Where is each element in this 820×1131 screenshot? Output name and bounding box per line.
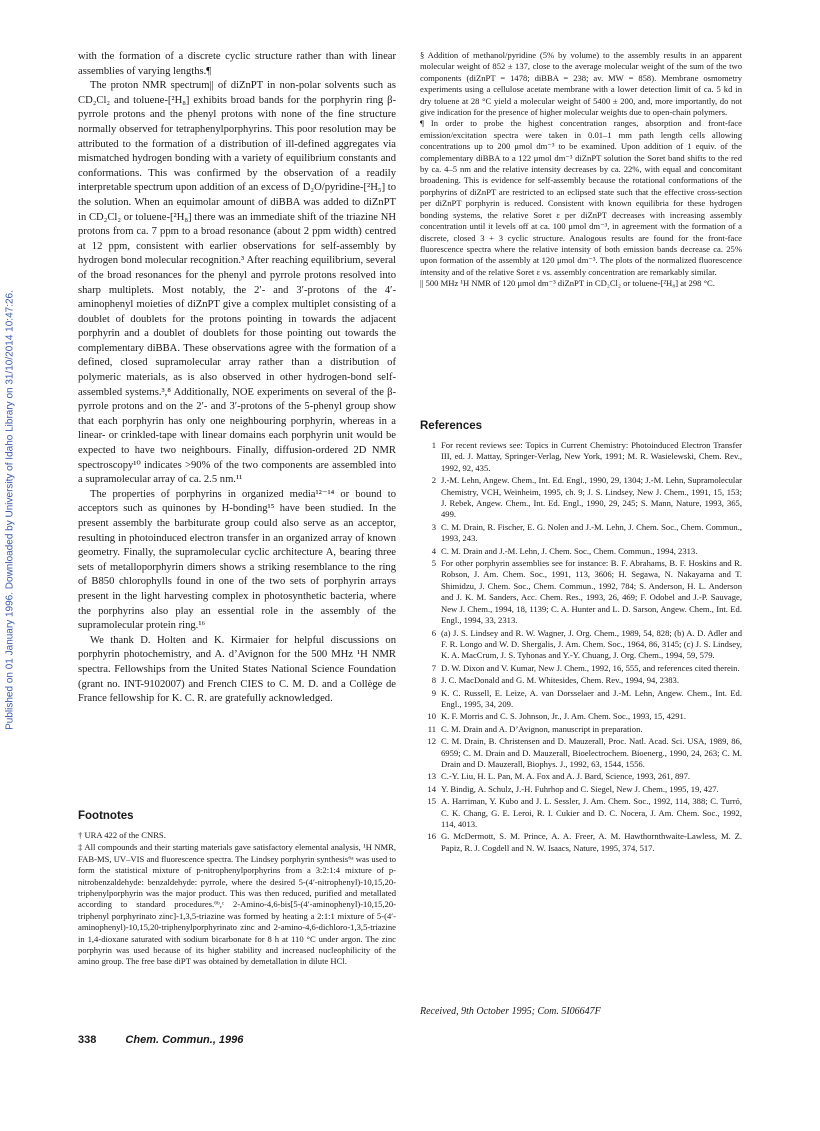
reference-item	[420, 522, 742, 545]
reference-text: C. M. Drain, B. Christensen and D. Mauzerall, Proc. Natl. Acad. Sci. USA, 1989, 86, 6959; C. M. Drain and D. Mauzerall, Bioelectrochem. Bioenerg., 1990, 24, 263; C. M. Drain and D. Mauzerall, Biophys. J., 1992, 63, 1544, 1556.	[441, 736, 742, 769]
reference-number: 2	[431, 475, 436, 486]
reference-text: J.-M. Lehn, Angew. Chem., Int. Ed. Engl., 1990, 29, 1304; J.-M. Lehn, Supramolecular Chemistry, VCH, Weinheim, 1995, ch. 9; J. S. Lindsey, New J. Chem., 1991, 15, 153; J. Rebek, Angew. Chem., Int. Ed. Engl., 1990, 29, 245; S. Mann, Nature, 1993, 365, 499.	[441, 475, 742, 520]
reference-text: J. C. MacDonald and G. M. Whitesides, Chem. Rev., 1994, 94, 2383.	[441, 675, 679, 686]
reference-number: 3	[431, 521, 436, 532]
reference-number: 15	[427, 796, 436, 807]
reference-text: D. W. Dixon and V. Kumar, New J. Chem., 1992, 16, 555, and references cited therein.	[441, 662, 740, 673]
right-column	[420, 50, 742, 290]
reference-item	[420, 440, 742, 474]
reference-text: C.-Y. Liu, H. L. Pan, M. A. Fox and A. J. Bard, Science, 1993, 261, 897.	[441, 771, 691, 782]
reference-item	[420, 546, 742, 557]
reference-item	[420, 475, 742, 521]
reference-item	[420, 736, 742, 770]
reference-number: 4	[431, 545, 436, 556]
reference-item	[420, 663, 742, 674]
reference-text: C. M. Drain and A. D’Avignon, manuscript in preparation.	[441, 723, 643, 734]
reference-number: 10	[427, 711, 436, 722]
body-paragraph: The properties of porphyrins in organized media¹²⁻¹⁴ or bound to acceptors such as quinones by H-bonding¹⁵ have been studied. In the present assembly the barbiturate group could also serve as an acceptor, resulting in photoinduced electron transfer in an organized array of known geometry. Finally, the supramolecular cyclic architecture A, bearing three sets of metalloporphyrin dimers shows a striking resemblance to the ring of B850 chlorophylls found in one of the two sets of porphyrin arrays present in the light harvesting complex in photosynthetic bacteria, where the porphyrins also play an essential role in the assembly of the supramolecular protein ring.¹⁶	[78, 488, 396, 632]
reference-text: G. McDermott, S. M. Prince, A. A. Freer, A. M. Hawthornthwaite-Lawless, M. Z. Papiz, R. J. Cogdell and N. W. Isaacs, Nature, 1995, 374, 517.	[441, 831, 742, 853]
references-list	[420, 440, 742, 855]
reference-item	[420, 628, 742, 662]
reference-number: 7	[431, 662, 436, 673]
references-heading: References	[420, 420, 483, 432]
reference-number: 13	[427, 771, 436, 782]
footnotes-heading: Footnotes	[78, 810, 134, 822]
reference-item	[420, 771, 742, 782]
reference-item	[420, 784, 742, 795]
reference-item	[420, 688, 742, 711]
footnote: || 500 MHz ¹H NMR of 120 μmol dm⁻³ diZnPT in CD₂Cl₂ or toluene-[²H₈] at 298 °C.	[420, 278, 715, 289]
journal-citation: Chem. Commun., 1996	[125, 1034, 244, 1046]
reference-text: (a) J. S. Lindsey and R. W. Wagner, J. Org. Chem., 1989, 54, 828; (b) A. D. Adler and F. R. Longo and W. D. Shergalis, J. Am. Chem. Soc., 1964, 86, 3145; (c) J. S. Lindsey, K. A. MacCrum, J. S. Tyhonas and Y.-Y. Chuang, J. Org. Chem., 1994, 59, 579.	[441, 627, 742, 661]
acknowledgements-paragraph: We thank D. Holten and K. Kirmaier for helpful discussions on porphyrin photochemistry, and A. d’Avignon for the 500 MHz ¹H NMR spectra. Fellowships from the United States National Science Foundation (grant no. INT-9102007) and French CIES to C. M. D. and a Collège de France fellowship for K. C. R. are gratefully acknowledged.	[78, 634, 396, 705]
reference-number: 1	[431, 440, 436, 450]
reference-number: 8	[431, 675, 436, 686]
page-number: 338	[78, 1034, 97, 1046]
reference-text: A. Harriman, Y. Kubo and J. L. Sessler, J. Am. Chem. Soc., 1992, 114, 388; C. Turró, C. K. Chang, G. E. Leroi, R. I. Cukier and D. C. Nocera, J. Am. Chem. Soc., 1992, 114, 4013.	[441, 796, 742, 829]
reference-text: K. C. Russell, E. Leize, A. van Dorsselaer and J.-M. Lehn, Angew. Chem., Int. Ed. Engl., 1995, 34, 209.	[441, 687, 742, 709]
reference-number: 9	[431, 687, 436, 698]
reference-item	[420, 831, 742, 854]
reference-text: Y. Bindig, A. Schulz, J.-H. Fuhrhop and C. Siegel, New J. Chem., 1995, 19, 427.	[441, 783, 719, 794]
footnote: ‡ All compounds and their starting materials gave satisfactory elemental analysis, ¹H NMR, FAB-MS, UV–VIS and fluorescence spectra. The Lindsey porphyrin synthesis⁶ᵃ was used to form the statistical mixture of p-nitrophenylporphyrins from a 3:2:1:4 mixture of p-nitrobenzaldehyde: benzaldehyde: pyrrole, where the desired 5-(4′-nitrophenyl)-10,15,20-triphenylporphyrin was the major product. This was then reduced, purified and metallated according to standard procedures.⁶ᵇ,ᶜ 2-Amino-4,6-bis[5-(4′-aminophenyl)-10,15,20-triphenyl porphyrinato zinc]-1,3,5-triazine was formed by heating a 2:1:1 mixture of 5-(4′-aminophenyl)-10,15,20-triphenylporphyrinato zinc and 2-amino-4,6-dichloro-1,3,5-triazine in 1,4-dioxane saturated with sodium bicarbonate for 8 h at 110 °C under argon. The zinc porphyrin was used because of its higher stability and increased nucleophilicity of the amino group. The free base diPT was obtained by demetallation in dilute HCl.	[78, 842, 396, 967]
footnote: † URA 422 of the CNRS.	[78, 830, 166, 840]
reference-number: 5	[431, 558, 436, 569]
reference-number: 6	[431, 627, 436, 638]
reference-item	[420, 558, 742, 626]
reference-text: C. M. Drain, R. Fischer, E. G. Nolen and J.-M. Lehn, J. Chem. Soc., Chem. Commun., 1993, 243.	[441, 521, 742, 544]
body-paragraph: with the formation of a discrete cyclic structure rather than with linear assemblies of varying lengths.¶	[78, 51, 396, 77]
footnote: § Addition of methanol/pyridine (5% by volume) to the assembly results in an apparent molecular weight of 852 ± 137, close to the average molecular weight of the sum of the two components (diZnPT = 1478; diBBA = 238; av. MW = 858). Membrane osmometry experiments using a cellulose acetate membrane with a lower detection limit of ca. 5 kd in dry toluene at 28 °C yield a molecular weight of 5400 ± 200, and, more importantly, do not give indication for the presence of higher molecular weights due to open-chain polymers.	[420, 50, 742, 118]
reference-text: For other porphyrin assemblies see for instance: B. F. Abrahams, B. F. Hoskins and R. Robson, J. Am. Chem. Soc., 1991, 113, 3606; H. Segawa, N. Nakayama and T. Shimidzu, J. Chem. Soc., Chem. Commun., 1992, 784; S. Anderson, H. L. Anderson and J. K. M. Sanders, Acc. Chem. Res., 1993, 26, 469; F. Odobel and J.-P. Sauvage, New J. Chem., 1994, 18, 1139; C. A. Hunter and L. D. Sarson, Angew. Chem., Int. Ed. Engl., 1994, 33, 2313.	[441, 558, 742, 626]
received-line: Received, 9th October 1995; Com. 5I06647F	[420, 1006, 601, 1017]
download-watermark-text: Published on 01 January 1996. Downloaded by University of Idaho Library on 31/10/2014 10:47:26.	[4, 290, 16, 730]
reference-number: 11	[427, 723, 436, 734]
reference-item	[420, 796, 742, 830]
footnotes-list	[78, 830, 396, 969]
reference-number: 16	[427, 831, 436, 842]
reference-item	[420, 711, 742, 722]
reference-number: 14	[427, 783, 436, 794]
reference-text: For recent reviews see: Topics in Current Chemistry: Photoinduced Electron Transfer III, ed. J. Mattay, Springer-Verlag, New York, 1991; M. R. Wasielewski, Chem. Rev., 1992, 92, 435.	[441, 440, 742, 473]
reference-text: C. M. Drain and J.-M. Lehn, J. Chem. Soc., Chem. Commun., 1994, 2313.	[441, 545, 698, 556]
download-watermark	[2, 250, 18, 770]
footnote: ¶ In order to probe the highest concentration ranges, absorption and front-face emission/excitation spectra were taken in 0.01–1 mm path length cells allowing concentrations up to 200 μmol dm⁻³ to be examined. Upon addition of 1 equiv. of the complementary diBBA to a 122 μmol dm⁻³ diZnPT solution the Soret band shifts to the red by ca. 4–5 nm and the relative intensity decreases by ca. 22%, with equal and concomitant broadening. This is evidence for self-assembly because the rotational conformations of the porphyrins of diZnPT are restricted to an eclipsed state such that the effective cross-section per diZnPT porphyrin is reduced. Consistent with known equilibria for these hydrogen bonding systems, the relative Soret ε per diZnPT decreases with increasing assembly concentration until it levels off at ca. 100 μmol dm⁻³, in agreement with the formation of a discrete, closed 3 + 3 cyclic structure. Analogous results are found for the front-face fluorescence spectra where the relative intensity of both emission bands decrease ca. 25% upon formation of the assembly at 120 μmol dm⁻³. The plots of the normalized fluorescence intensity and of the relative Soret ε vs. assembly concentration are remarkably similar.	[420, 118, 742, 277]
body-paragraph: The proton NMR spectrum|| of diZnPT in non-polar solvents such as CD₂Cl₂ and toluene-[²H₈] exhibits broad bands for the porphyrin ring β-pyrrole protons and the phenyl protons with none of the fine structure normally observed for tetraphenylporphyrins. This poor resolution may be attributed to the formation of a distribution of ill-defined aggregates via mismatched hydrogen bonding with a variety of equilibrium constants and conformations. This was confirmed by the observation of a readily interpretable spectrum upon addition of an excess of D₂O/pyridine-[²H₅] to the solution. When an equimolar amount of diBBA was added to diZnPT in CD₂Cl₂ or toluene-[²H₈] there was an immediate shift of the triazine NH protons from ca. 7 ppm to a broad resonance (about 2 ppm width) centred at 12 ppm, consistent with earlier observations for self-assembly by hydrogen bond molecular recognition.³ After reaching equilibrium, several of the broad resonances for the phenyl and pyrrole protons resolved into sharp multiplets. Most notably, the 2′- and 3′-protons of the 4′-aminophenyl moieties of diZnPT give a complex multiplet consisting of a doublet of doublets for the protons pointing in towards the adjacent porphyrin and a doublet of doublets for those pointing out towards the complementary diBBA. These observations agree with the formation of a defined, closed supramolecular array rather than a distribution of polymeric materials, as is also observed in other hydrogen-bond self-assembled systems.³,⁸ Additionally, NOE experiments on several of the β-pyrrole protons and on the 2′- and 3′-protons of the 5-phenyl group show that each porphyrin has only one neighbouring porphyrin, whereas in a linear- or crinkled-tape with linear domains each porphyrin unit would be expected to have two neighbours. Finally, diffusion-ordered 2D NMR spectroscopy¹⁰ indicates >90% of the two components are assembled into a supramolecular array of ca. 2.5 nm.¹¹	[78, 80, 396, 486]
reference-item	[420, 724, 742, 735]
reference-number: 12	[427, 736, 436, 747]
reference-text: K. F. Morris and C. S. Johnson, Jr., J. Am. Chem. Soc., 1993, 15, 4291.	[441, 711, 686, 722]
left-column	[78, 50, 396, 707]
reference-item	[420, 675, 742, 686]
page-footer	[78, 1034, 269, 1046]
